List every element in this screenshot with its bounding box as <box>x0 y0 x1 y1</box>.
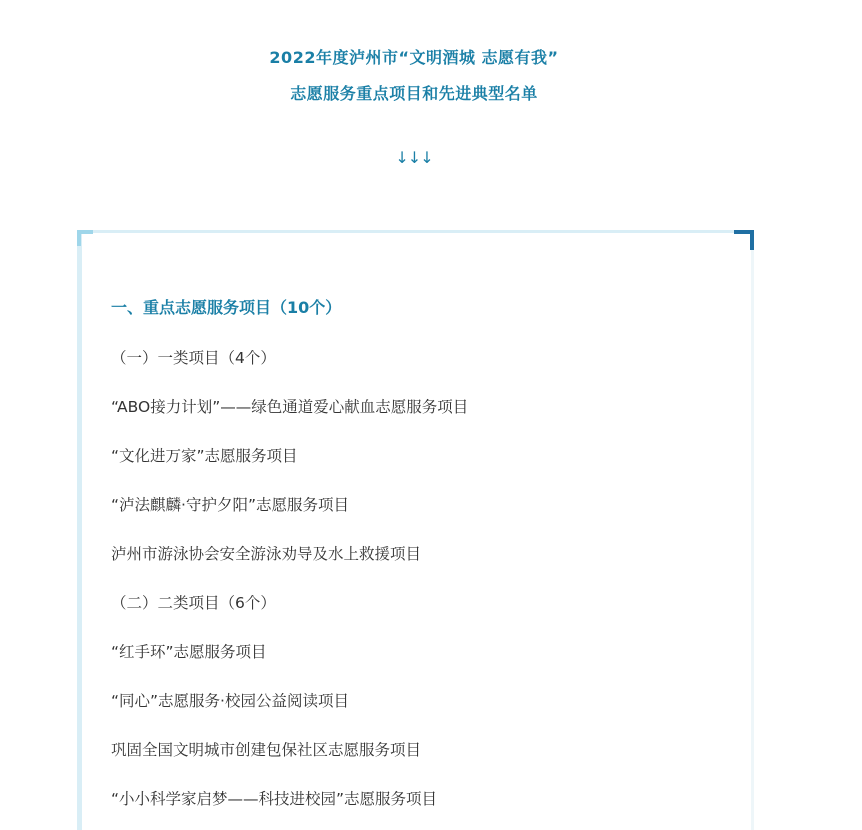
list-item: “ABO接力计划”——绿色通道爱心献血志愿服务项目 <box>111 398 469 416</box>
down-arrows-icon: ↓↓↓ <box>395 148 433 167</box>
page-title-line-1: 2022年度泸州市“文明酒城 志愿有我” <box>269 48 559 67</box>
list-item: “小小科学家启梦——科技进校园”志愿服务项目 <box>111 790 438 808</box>
category-heading-1: （一）一类项目（4个） <box>111 349 276 367</box>
corner-decoration-top-left <box>77 230 93 246</box>
section-heading: 一、重点志愿服务项目（10个） <box>111 298 342 317</box>
list-item: 泸州市游泳协会安全游泳劝导及水上救援项目 <box>111 545 422 563</box>
corner-decoration-top-right <box>734 230 754 250</box>
content-card <box>77 230 754 830</box>
page-title-line-2: 志愿服务重点项目和先进典型名单 <box>290 84 538 103</box>
list-item: “泸法麒麟·守护夕阳”志愿服务项目 <box>111 496 349 514</box>
list-item: “红手环”志愿服务项目 <box>111 643 267 661</box>
list-item: “同心”志愿服务·校园公益阅读项目 <box>111 692 349 710</box>
category-heading-2: （二）二类项目（6个） <box>111 594 276 612</box>
list-item: 巩固全国文明城市创建包保社区志愿服务项目 <box>111 741 422 759</box>
list-item: “文化进万家”志愿服务项目 <box>111 447 298 465</box>
